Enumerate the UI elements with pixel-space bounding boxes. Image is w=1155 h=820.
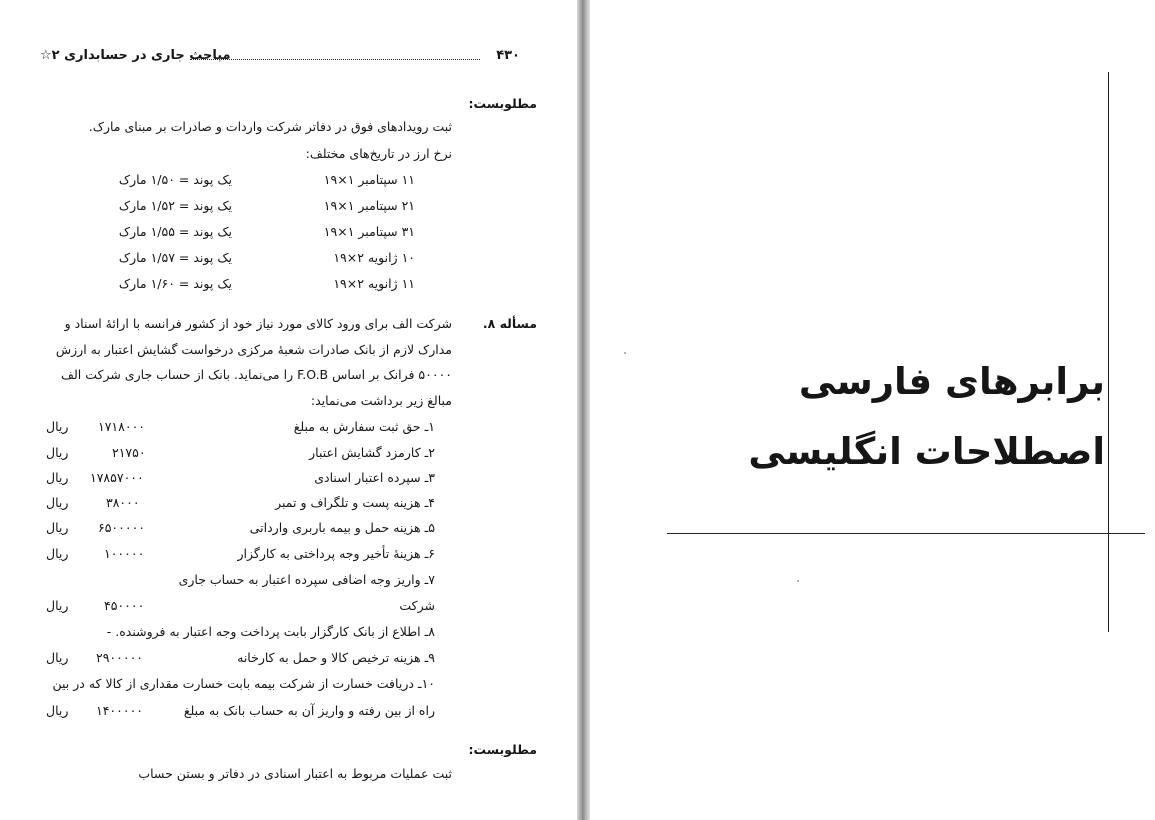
currency-label: ریال [46, 650, 69, 665]
item-label: ۳ـ سپرده اعتبار اسنادی [314, 470, 435, 485]
required-heading-2: مطلوبست: [468, 742, 537, 757]
item-label: ۷ـ واریز وجه اضافی سپرده اعتبار به حساب جاری [178, 572, 435, 587]
currency-label: ریال [46, 495, 69, 510]
rate-date: ۳۱ سپتامبر ۱×۱۹ [323, 224, 415, 239]
item-label: ۲ـ کارمزد گشایش اعتبار [309, 445, 435, 460]
rate-date: ۱۱ سپتامبر ۱×۱۹ [323, 172, 415, 187]
item-label: ۹ـ هزینه ترخیص کالا و حمل به کارخانه [237, 650, 435, 665]
problem-label: مسأله ۸. [482, 316, 537, 331]
currency-label: ریال [46, 520, 69, 535]
item-amount: ۲۹۰۰۰۰۰ [96, 650, 143, 665]
item-amount: ۳۸۰۰۰ [106, 495, 140, 510]
currency-label: ریال [46, 703, 69, 718]
page-number: ۴۳۰ [496, 48, 520, 63]
rate-value: یک پوند = ۱/۵۰ مارک [118, 172, 232, 187]
item-label: ۱۰ـ دریافت خسارت از شرکت بیمه بابت خسارت مقداری از کالا که در بین [52, 676, 435, 691]
running-title: مباحث جاری در حسابداری ۲☆ [40, 48, 231, 63]
final-line: ثبت عملیات مربوط به اعتبار اسنادی در دفاتر و بستن حساب [138, 766, 452, 781]
item-label: ۴ـ هزینه پست و تلگراف و تمبر [275, 495, 435, 510]
currency-label: ریال [46, 445, 69, 460]
horizontal-rule [667, 533, 1145, 534]
book-gutter [577, 0, 590, 820]
item-amount: ۱۷۱۸۰۰۰ [98, 419, 145, 434]
currency-label: ریال [46, 546, 69, 561]
currency-label: ریال [46, 419, 69, 434]
item-amount: ۱۴۰۰۰۰۰ [96, 703, 143, 718]
rate-value: یک پوند = ۱/۵۷ مارک [118, 250, 232, 265]
title-line-1: برابرهای فارسی [798, 360, 1105, 403]
rate-value: یک پوند = ۱/۵۵ مارک [118, 224, 232, 239]
currency-label: ریال [46, 598, 69, 613]
required-heading-1: مطلوبست: [468, 96, 537, 111]
item-label: ۵ـ هزینه حمل و بیمه باربری وارداتی [249, 520, 435, 535]
item-label: ۱ـ حق ثبت سفارش به مبلغ [293, 419, 435, 434]
item-label: ۸ـ اطلاع از بانک کارگزار بابت پرداخت وجه اعتبار به فروشنده. - [106, 624, 435, 639]
rate-value: یک پوند = ۱/۵۲ مارک [118, 198, 232, 213]
currency-label: ریال [46, 470, 69, 485]
item-amount: ۱۰۰۰۰۰ [104, 546, 145, 561]
problem-line: ۵۰۰۰۰ فرانک بر اساس F.O.B را می‌نماید. بانک از حساب جاری شرکت الف [61, 367, 452, 382]
item-amount: ۶۵۰۰۰۰۰ [98, 520, 145, 535]
title-line-2: اصطلاحات انگلیسی [748, 430, 1105, 473]
right-page [590, 0, 1155, 820]
rate-date: ۱۱ ژانویه ۲×۱۹ [333, 276, 415, 291]
running-header [40, 48, 520, 66]
left-page [0, 0, 577, 820]
rates-heading: نرخ ارز در تاریخ‌های مختلف: [305, 146, 452, 161]
problem-line: مبالغ زیر برداشت می‌نماید: [310, 393, 452, 408]
header-dot-leader [190, 59, 480, 60]
scan-speck [624, 352, 626, 354]
vertical-rule [1108, 72, 1109, 632]
rate-date: ۱۰ ژانویه ۲×۱۹ [333, 250, 415, 265]
item-amount: ۲۱۷۵۰ [112, 445, 146, 460]
rate-value: یک پوند = ۱/۶۰ مارک [118, 276, 232, 291]
problem-line: مدارک لازم از بانک صادرات شعبهٔ مرکزی درخواست گشایش اعتبار به ارزش [55, 342, 452, 357]
item-amount: ۱۷۸۵۷۰۰۰ [90, 470, 144, 485]
problem-line: شرکت الف برای ورود کالای مورد نیاز خود از کشور فرانسه با ارائهٔ اسناد و [64, 316, 452, 331]
rate-date: ۲۱ سپتامبر ۱×۱۹ [323, 198, 415, 213]
item-continuation: شرکت [399, 598, 435, 613]
intro-line: ثبت رویدادهای فوق در دفاتر شرکت واردات و صادرات بر مبنای مارک. [88, 119, 452, 134]
item-continuation: راه از بین رفته و واریز آن به حساب بانک به مبلغ [183, 703, 435, 718]
scan-speck [797, 580, 799, 582]
item-amount: ۴۵۰۰۰۰ [104, 598, 145, 613]
item-label: ۶ـ هزینهٔ تأخیر وجه پرداختی به کارگزار [237, 546, 435, 561]
